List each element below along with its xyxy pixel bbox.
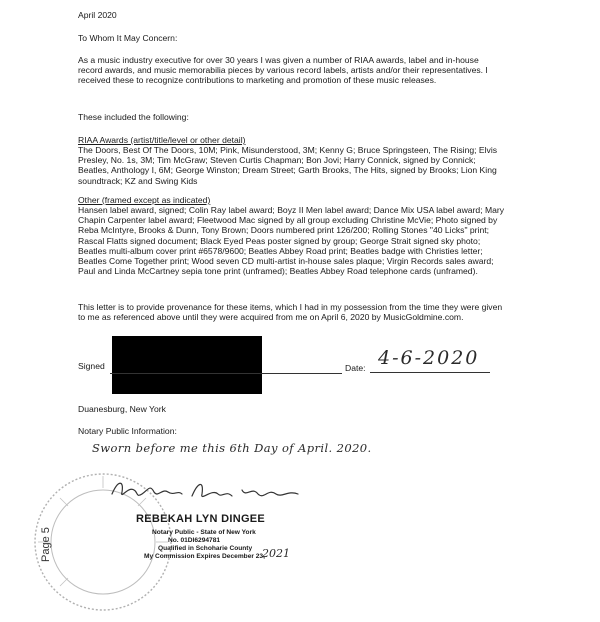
notary-label: Notary Public Information: [78,426,177,436]
signed-label: Signed [78,361,105,371]
location: Duanesburg, New York [78,404,166,414]
stamp-line-4: My Commission Expires December 23, [144,553,265,560]
salutation: To Whom It May Concern: [78,33,178,43]
stamp-name: REBEKAH LYN DINGEE [136,513,266,525]
date-line [370,372,490,373]
other-heading: Other (framed except as indicated) [78,195,211,205]
stamp-handwritten-year: 2021 [262,547,290,560]
provenance-paragraph: This letter is to provide provenance for these items, which I had in my possession from the time they were given to me as referenced above until they were acquired from me on April 6, 2020 by MusicGoldmine.com. [78,302,503,323]
stamp-line-3: Qualified in Schoharie County [158,545,253,552]
date-label: Date: [345,363,366,373]
notary-signature [108,476,308,506]
stamp-line-1: Notary Public - State of New York [152,529,256,536]
other-list: Hansen label award, signed; Colin Ray label award; Boyz II Men label award; Dance Mix USA label award; Mary Chapin Carpenter label award; Fleetwood Mac signed by all group excluding Christine McVie; Photo signed by Reba McIntyre, Brooks & Dunn, Tony Brown; Doors numbered print 126/200; Rolling Stones "40 Licks" print; Rascal Flatts signed document; Black Eyed Peas poster signed by group; George Strait signed sky photo; Beatles multi-album cover print #6578/9600; Beatles Abbey Road print; Beatles badge with Christies letter; Beatles Come Together print; Wood seven CD multi-artist in-house sales plaque; Virgin Records sales award; Paul and Linda McCartney sepia tone print (unframed); Beatles Abbey Road telephone cards (unframed). [78,205,505,277]
signature-line [110,373,342,374]
intro-paragraph: As a music industry executive for over 30 years I was given a number of RIAA awards, label and in-house record awards, and music memorabilia pieces by various record labels, artists and/or their representatives. I received these to recognize contributions to marketing and promotion of these music releases. [78,55,488,86]
included-intro: These included the following: [78,112,189,122]
riaa-list: The Doors, Best Of The Doors, 10M; Pink, Misunderstood, 3M; Kenny G; Bruce Springsteen, The Rising; Elvis Presley, No. 1s, 3M; Tim McGraw; Steven Curtis Chapman; Bon Jovi; Harry Connick, signed by Connick; Beatles, Anthology I, 6M; George Winston; Dream Street; Garth Brooks, The Hits, signed by Brooks; Lion King soundtrack; KZ and Swing Kids [78,145,498,186]
letter-date: April 2020 [78,10,117,20]
notary-sworn-statement: Sworn before me this 6th Day of April. 2020. [92,441,372,455]
riaa-heading: RIAA Awards (artist/title/level or other detail) [78,135,246,145]
page-number: Page 5 [40,527,52,562]
stamp-line-2: No. 01DI6294781 [168,537,221,544]
handwritten-date: 4-6-2020 [378,347,480,369]
signature-redaction [112,336,262,394]
